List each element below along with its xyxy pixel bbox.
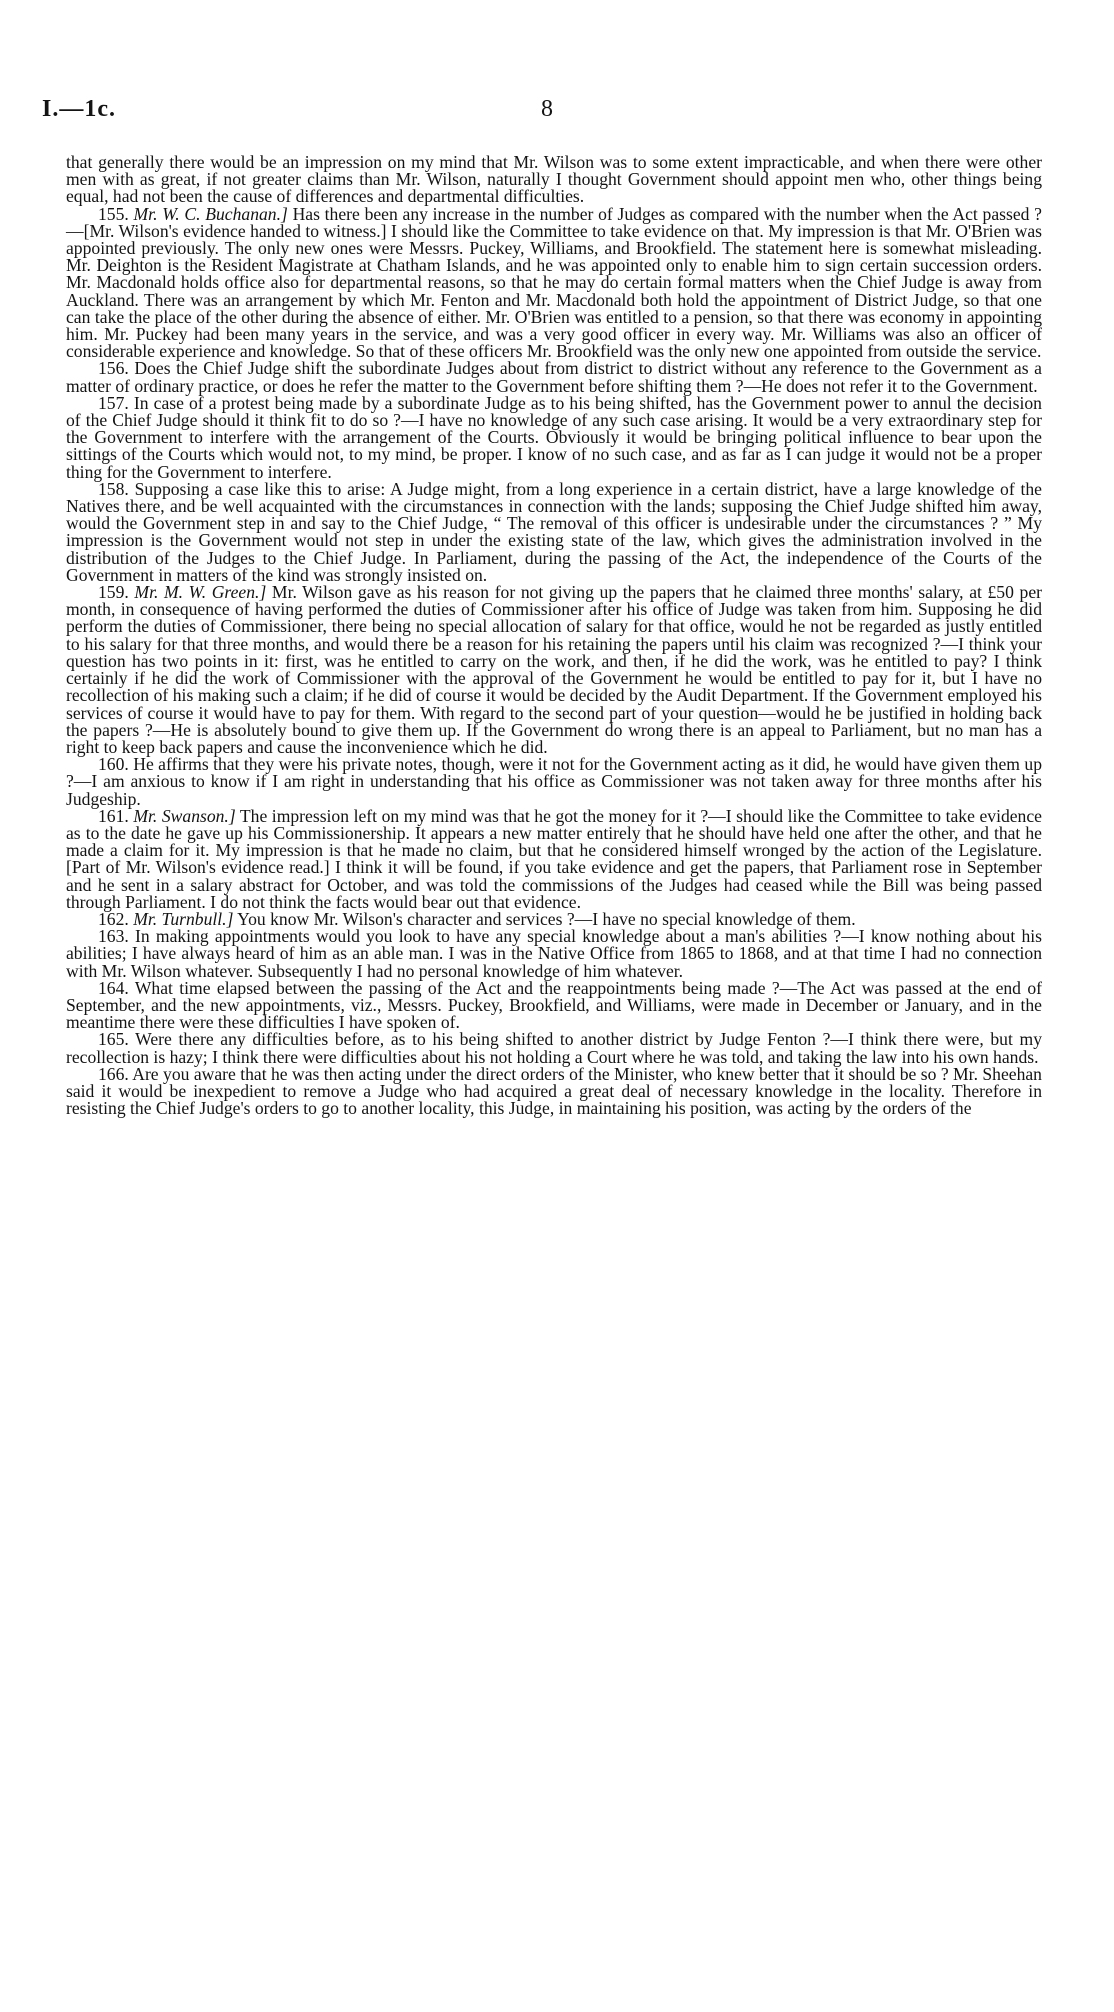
paragraph-text: Has there been any increase in the number of Judges as compared with the number when the Act passed ?—[Mr. Wilson's evidence handed to witness.] I should like the Committee to take evidence on that. My impression is that Mr. O'Brien was appointed previously. The only new ones were Messrs. Puckey, Williams, and Brookfield. The statement here is somewhat misleading. Mr. Deighton is the Resident Magistrate at Chatham Islands, and he was appointed only to enable him to sign certain succession orders. Mr. Macdonald holds office also for departmental reasons, so that he may do certain formal matters when the Chief Judge is away from Auckland. There was an arrangement by which Mr. Fenton and Mr. Macdonald both hold the appointment of District Judge, so that one can take the place of the other during the absence of either. Mr. O'Brien was entitled to a pension, so that there was economy in appointing him. Mr. Puckey had been many years in the service, and was a very good officer in every way. Mr. Williams was also an officer of considerable experience and knowledge. So that of these officers Mr. Brookfield was the only new one appointed from outside the service. [66,203,1042,362]
paragraph-text: What time elapsed between the passing of the Act and the reappointments being made ?—The Act was passed at the end of September, and the new appointments, viz., Messrs. Puckey, Brookfield, and Williams, were made in December or January, and in the meantime there were these difficulties I have spoken of. [66,977,1042,1033]
paragraph-text: Supposing a case like this to arise: A Judge might, from a long experience in a certain district, have a large knowledge of the Natives there, and be well acquainted with the circumstances in connection with the lands; supposing the Chief Judge shifted him away, would the Government step in and say to the Chief Judge, “ The removal of this officer is undesirable under the circumstances ? ” My impression is the Government would not step in under the existing state of the law, which gives the administration involved in the distribution of the Judges to the Chief Judge. In Parliament, during the passing of the Act, the independence of the Courts of the Government in matters of the kind was strongly insisted on. [66,478,1042,585]
question-number: 164. [98,977,129,998]
speaker-name: Mr. Turnbull.] [133,908,234,929]
document-reference: I.—1c. [42,96,116,122]
page-number: 8 [541,96,553,122]
paragraph-text: He affirms that they were his private notes, though, were it not for the Government acting as it did, he would have given them up ?—I am anxious to know if I am right in understanding that his office as Commissioner was not taken away for three months after his Judgeship. [66,754,1042,809]
paragraph [66,154,1042,206]
paragraph [66,1063,1042,1119]
document-page [42,96,1042,1119]
paragraph [66,928,1042,980]
paragraph-text: Are you aware that he was then acting under the direct orders of the Minister, who knew better that it should be so ? Mr. Sheehan said it would be inexpedient to remove a Judge who had acquired a great deal of necessary knowledge in the locality. Therefore in resisting the Chief Judge's orders to go to another locality, this Judge, in maintaining his position, was acting by the orders of the [66,1063,1042,1119]
paragraph-text: that generally there would be an impression on my mind that Mr. Wilson was to some extent impracticable, and when there were other men with as great, if not greater claims than Mr. Wilson, naturally I thought Government should appoint men who, other things being equal, had not been the cause of differences and departmental difficulties. [66,152,1042,207]
paragraph [66,392,1042,482]
paragraph-text: Were there any difficulties before, as to his being shifted to another district by Judge Fenton ?—I think there were, but my recollection is hazy; I think there were difficulties about his not holding a Court where he was told, and taking the law into his own hands. [66,1029,1042,1067]
paragraph-text: Mr. Wilson gave as his reason for not giving up the papers that he claimed three months' salary, at £50 per month, in consequence of having performed the duties of Commissioner after his office of Judge was taken from him. Supposing he did perform the duties of Commissioner, there being no special allocation of salary for that office, would he not be regarded as justly entitled to his salary for that three months, and would there be a reason for his retaining the papers until his claim was recognized ?—I think your question has two points in it: first, was he entitled to carry on the work, and then, if he did the work, was he entitled to pay? I think certainly if he did the work of Commissioner with the approval of the Government he would be entitled to pay for it, but I have no recollection of his making such a claim; if he did of course it would be decided by the Audit Department. If the Government employed his services of course it would have to pay for them. With regard to the second part of your question—would he be justified in holding back the papers ?—He is absolutely bound to give them up. If the Government do wrong there is an appeal to Parliament, but no man has a right to keep back papers and cause the inconvenience which he did. [66,582,1042,757]
paragraph [66,756,1042,808]
paragraph-text: In case of a protest being made by a subordinate Judge as to his being shifted, has the Government power to annul the decision of the Chief Judge should it think fit to do so ?—I have no knowledge of any such case arising. It would be a very extraordinary step for the Government to interfere with the arrangement of the Courts. Obviously it would be bringing political influence to bear upon the sittings of the Courts which would not, to my mind, be proper. I know of no such case, and as far as I can judge it would not be a proper thing for the Government to interfere. [66,392,1042,482]
paragraph [66,360,1042,394]
question-number: 160. [98,754,129,775]
speaker-name: Mr. W. C. Buchanan.] [133,203,288,224]
question-number: 157. [98,392,129,413]
question-number: 163. [98,926,129,947]
paragraph [66,478,1042,585]
question-number: 162. [98,908,129,929]
paragraph [66,805,1042,912]
question-number: 158. [98,478,129,499]
paragraph [66,1031,1042,1065]
paragraph [66,203,1042,362]
speaker-name: Mr. Swanson.] [133,805,236,826]
question-number: 165. [98,1029,129,1050]
question-number: 156. [98,358,129,379]
paragraph-text: In making appointments would you look to have any special knowledge about a man's abilities ?—I know nothing about his abilities; I have always heard of him as an able man. I was in the Native Office from 1865 to 1868, and at that time I had no connection with Mr. Wilson whatever. Subsequently I had no personal knowledge of him whatever. [66,926,1042,981]
question-number: 159. [98,582,129,603]
question-number: 155. [98,203,129,224]
speaker-name: Mr. M. W. Green.] [134,582,267,603]
document-body [66,154,1042,1117]
question-number: 161. [98,805,129,826]
paragraph-text: Does the Chief Judge shift the subordinate Judges about from district to district without any reference to the Government as a matter of ordinary practice, or does he refer the matter to the Government before shifting them ?—He does not refer it to the Government. [66,358,1042,396]
question-number: 166. [98,1063,129,1084]
paragraph-text: You know Mr. Wilson's character and services ?—I have no special knowledge of them. [237,908,856,929]
page-header [42,96,1042,138]
paragraph [66,584,1042,756]
paragraph [66,977,1042,1033]
paragraph-text: The impression left on my mind was that he got the money for it ?—I should like the Committee to take evidence as to the date he gave up his Commissionership. It appears a new matter entirely that he should have held one after the other, and that he made a claim for it. My impression is that he made no claim, but that he considered himself wronged by the action of the Legislature. [Part of Mr. Wilson's evidence read.] I think it will be found, if you take evidence and get the papers, that Parliament rose in September and he sent in a salary abstract for October, and was told the commissions of the Judges had ceased while the Bill was being passed through Parliament. I do not think the facts would bear out that evidence. [66,805,1042,912]
